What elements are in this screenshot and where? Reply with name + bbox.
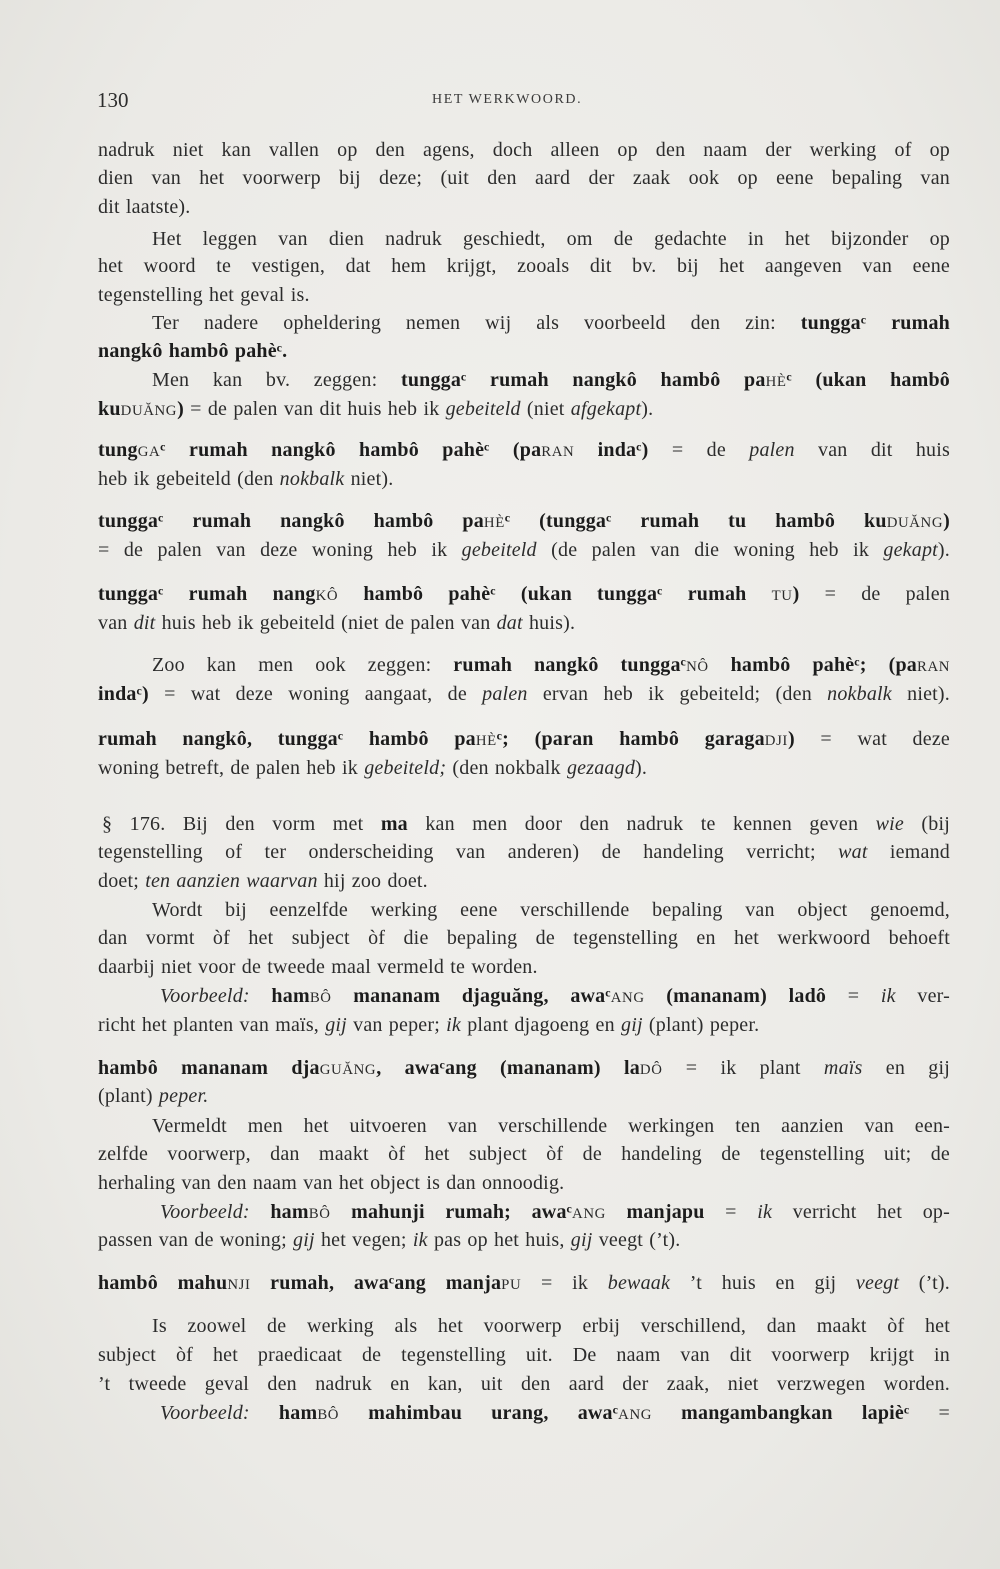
body-line (98, 680, 950, 708)
text-run: het vegen; (314, 1229, 413, 1251)
italic-emphasis: gekapt (883, 539, 938, 561)
italic-emphasis: gij (570, 1229, 593, 1251)
body-line: daarbij niet voor de tweede maal vermeld te worden. (98, 956, 538, 978)
body-line (98, 651, 950, 681)
dayak-term: ) (787, 728, 795, 750)
body-line (98, 507, 950, 537)
dayak-term: ᶜ rumah nangkô hambô pahèᶜ (pa (160, 439, 542, 461)
text-run: ’t huis en gij (670, 1272, 856, 1294)
body-line (98, 536, 950, 564)
text-run: ervan heb ik gebeiteld; (den (527, 683, 828, 705)
body-line (98, 1082, 950, 1110)
italic-emphasis: ten aanzien waarvan (145, 870, 318, 892)
dayak-term: nangkô hambô pahèᶜ. (98, 340, 288, 362)
dayak-term: ᶜ (ukan hambô (786, 369, 950, 391)
small-caps-syllable: BÔ (317, 1407, 340, 1423)
text-run: = (704, 1201, 758, 1223)
small-caps-syllable: DUĂNG (886, 515, 944, 531)
text-run: (niet (520, 398, 571, 420)
italic-emphasis: palen (482, 683, 528, 705)
body-line (98, 436, 950, 466)
italic-emphasis: ik (757, 1201, 773, 1223)
italic-emphasis: ik (446, 1014, 462, 1036)
italic-emphasis: ik (412, 1229, 428, 1251)
text-run: heb ik gebeiteld (den (98, 468, 280, 490)
text-run: ver- (895, 985, 950, 1007)
text-run: kan men door den nadruk te kennen geven (407, 813, 876, 835)
text-run: huis heb ik gebeiteld (niet de palen van (155, 612, 497, 634)
small-caps-syllable: ANG (572, 1206, 606, 1222)
text-run: (den nokbalk (446, 757, 567, 779)
italic-emphasis: gij (293, 1229, 315, 1251)
dayak-term: ma (380, 813, 408, 835)
small-caps-syllable: HÈ (765, 374, 787, 390)
dayak-term: indaᶜ) (98, 683, 149, 705)
dayak-term: tung (98, 439, 138, 461)
small-caps-syllable: GUĂNG (319, 1062, 377, 1078)
small-caps-syllable: ANG (610, 990, 645, 1006)
italic-emphasis: gij (325, 1014, 347, 1036)
italic-emphasis: dat (496, 612, 523, 634)
body-line (98, 725, 950, 755)
text-run: verricht het op- (772, 1201, 950, 1223)
italic-emphasis: afgekapt (570, 398, 642, 420)
text-run: iemand (867, 841, 950, 863)
body-line (98, 1054, 950, 1084)
text-run: § 176. Bij den vorm met (102, 813, 381, 835)
small-caps-syllable: HÈ (475, 733, 497, 749)
dayak-term: ᶜ; (paran hambô garaga (496, 728, 765, 750)
dayak-term: ) (792, 583, 800, 605)
body-line: subject òf het praedicaat de tegenstelling uit. De naam van dit voorwerp krijgt in (98, 1344, 950, 1366)
text-run: woning betreft, de palen heb ik (98, 757, 365, 779)
text-run: = de palen van deze woning heb ik (98, 539, 462, 561)
body-line (98, 754, 950, 782)
text-run: = de (648, 439, 750, 461)
text-run: plant djagoeng en (461, 1014, 621, 1036)
text-run: van (98, 612, 134, 634)
italic-emphasis: gebeiteld (461, 539, 537, 561)
dayak-term: hambô mahu (98, 1272, 228, 1294)
dayak-term: rumah, awaᶜang manja (250, 1272, 502, 1294)
body-line: Vermeldt men het uitvoeren van verschillende werkingen ten aanzien van een- (152, 1115, 950, 1137)
text-run: = ik (521, 1272, 608, 1294)
dayak-term: (mananam) ladô (644, 985, 827, 1007)
small-caps-syllable: TU (771, 588, 793, 604)
body-line: zelfde voorwerp, dan maakt òf het subject òf de handeling de tegenstelling uit; de (98, 1143, 950, 1165)
text-run: veegt (’t). (592, 1229, 681, 1251)
running-title: HET WERKWOORD. (432, 92, 583, 107)
dayak-term: rumah nangkô, tunggaᶜ hambô pa (98, 728, 476, 750)
text-run: Men kan bv. zeggen: (152, 369, 401, 391)
page-number: 130 (97, 88, 129, 112)
italic-emphasis: Voorbeeld: (160, 985, 250, 1007)
text-run: (de palen van die woning heb ik (536, 539, 884, 561)
text-run: = de palen (799, 583, 950, 605)
body-line (98, 1226, 950, 1254)
dayak-term: tunggaᶜ rumah nangkô hambô pa (400, 369, 766, 391)
text-run: richt het planten van maïs, (98, 1014, 326, 1036)
body-line (98, 465, 950, 493)
small-caps-syllable: BÔ (308, 1206, 331, 1222)
italic-emphasis: bewaak (607, 1272, 671, 1294)
text-run: niet). (344, 468, 394, 490)
text-run: = (826, 985, 881, 1007)
dayak-term: ham (249, 1201, 309, 1223)
text-run: (bij (903, 813, 951, 835)
example-line (98, 982, 950, 1012)
small-caps-syllable: PU (501, 1277, 522, 1293)
body-line (98, 580, 950, 610)
text-run: ). (937, 539, 950, 561)
text-run: = ik plant (662, 1057, 824, 1079)
text-run: niet). (891, 683, 950, 705)
italic-emphasis: ik (880, 985, 896, 1007)
dayak-term: ) (943, 510, 950, 532)
text-run: doet; (98, 870, 146, 892)
dayak-term: mangambangkan lapièᶜ (652, 1402, 910, 1424)
text-run: ). (635, 757, 648, 779)
dayak-term: mananam djaguăng, awaᶜ (331, 985, 611, 1007)
italic-emphasis: gij (621, 1014, 643, 1036)
body-line: het woord te vestigen, dat hem krijgt, zooals dit bv. bij het aangeven van eene (98, 255, 950, 277)
italic-emphasis: Voorbeeld: (160, 1201, 250, 1223)
example-line (98, 1198, 950, 1228)
small-caps-syllable: KÔ (315, 588, 339, 604)
dayak-term: tunggaᶜ rumah (800, 312, 950, 334)
italic-emphasis: dit (133, 612, 156, 634)
text-run: tegenstelling of ter onderscheiding van anderen) de handeling verricht; (98, 841, 839, 863)
dayak-term: ku (98, 398, 121, 420)
body-line (98, 366, 950, 396)
text-run: = wat deze (794, 728, 950, 750)
body-line: Het leggen van dien nadruk geschiedt, om de gedachte in het bijzonder op (152, 228, 950, 250)
small-caps-syllable: DUĂNG (120, 403, 178, 419)
dayak-term: ) (177, 398, 184, 420)
body-line (98, 309, 950, 337)
body-line: herhaling van den naam van het object is dan onnoodig. (98, 1172, 565, 1194)
dayak-term: manjapu (605, 1201, 705, 1223)
small-caps-syllable: NJI (227, 1277, 251, 1293)
text-run: passen van de woning; (98, 1229, 294, 1251)
body-line: ’t tweede geval den nadruk en kan, uit den aard der zaak, niet verzwegen worden. (98, 1373, 950, 1395)
dayak-term: hambô pahèᶜ (ukan tunggaᶜ rumah (338, 583, 772, 605)
body-line (98, 609, 950, 637)
small-caps-syllable: NÔ (686, 659, 709, 675)
body-line: dien van het voorwerp bij deze; (uit den aard der zaak ook op eene bepaling van (98, 167, 950, 189)
text-run: Ter nadere opheldering nemen wij als voorbeeld den zin: (152, 312, 801, 334)
text-run: (plant) peper. (642, 1014, 760, 1036)
small-caps-syllable: DÔ (639, 1062, 663, 1078)
italic-emphasis: veegt (855, 1272, 900, 1294)
small-caps-syllable: BÔ (309, 990, 332, 1006)
small-caps-syllable: RAN (916, 659, 951, 675)
text-run: van dit huis (794, 439, 950, 461)
text-run: ). (641, 398, 654, 420)
small-caps-syllable: GA (137, 444, 161, 460)
text-run: van peper; (346, 1014, 447, 1036)
text-run: (plant) (98, 1085, 159, 1107)
italic-emphasis: gezaagd (566, 757, 636, 779)
small-caps-syllable: HÈ (483, 515, 505, 531)
italic-emphasis: wat (838, 841, 868, 863)
body-line (98, 337, 950, 365)
body-line: nadruk niet kan vallen op den agens, doch alleen op den naam der werking of op (98, 139, 950, 161)
italic-emphasis: gebeiteld (445, 398, 521, 420)
dayak-term: rumah nangkô tunggaᶜ (453, 654, 687, 676)
small-caps-syllable: DJI (764, 733, 788, 749)
text-run: pas op het huis, (427, 1229, 571, 1251)
italic-emphasis: gebeiteld; (364, 757, 447, 779)
body-line (98, 1269, 950, 1299)
italic-emphasis: peper. (158, 1085, 209, 1107)
text-run: en gij (862, 1057, 950, 1079)
text-run: = de palen van dit huis heb ik (183, 398, 446, 420)
dayak-term: indaᶜ) (574, 439, 649, 461)
section-line (98, 810, 950, 838)
body-line: Wordt bij eenzelfde werking eene verschillende bepaling van object genoemd, (152, 899, 950, 921)
small-caps-syllable: RAN (541, 444, 575, 460)
example-line (98, 1399, 950, 1429)
text-run: = wat deze woning aangaat, de (148, 683, 483, 705)
dayak-term: ham (249, 985, 310, 1007)
body-line: dan vormt òf het subject òf die bepaling de tegenstelling en het werkwoord behoeft (98, 927, 950, 949)
italic-emphasis: maïs (823, 1057, 863, 1079)
text-run: Zoo kan men ook zeggen: (152, 654, 454, 676)
body-line (98, 395, 950, 425)
body-line: tegenstelling het geval is. (98, 284, 310, 306)
italic-emphasis: nokbalk (827, 683, 892, 705)
text-run: = (909, 1402, 951, 1424)
italic-emphasis: Voorbeeld: (160, 1402, 250, 1424)
body-line (98, 867, 950, 895)
dayak-term: mahimbau urang, awaᶜ (339, 1402, 619, 1424)
body-line (98, 838, 950, 866)
text-run: (’t). (899, 1272, 950, 1294)
body-line: dit laatste). (98, 196, 191, 218)
italic-emphasis: palen (749, 439, 795, 461)
dayak-term: tunggaᶜ rumah nangkô hambô pa (98, 510, 484, 532)
small-caps-syllable: ANG (618, 1407, 653, 1423)
dayak-term: mahunji rumah; awaᶜ (330, 1201, 573, 1223)
italic-emphasis: wie (875, 813, 904, 835)
dayak-term: ham (249, 1402, 318, 1424)
dayak-term: ᶜ (tunggaᶜ rumah tu hambô ku (504, 510, 887, 532)
body-line: Is zoowel de werking als het voorwerp erbij verschillend, dan maakt òf het (152, 1315, 950, 1337)
italic-emphasis: nokbalk (279, 468, 345, 490)
dayak-term: hambô pahèᶜ; (pa (708, 654, 917, 676)
text-run: huis). (522, 612, 576, 634)
dayak-term: hambô mananam dja (98, 1057, 320, 1079)
dayak-term: tunggaᶜ rumah nang (98, 583, 316, 605)
dayak-term: , awaᶜang (mananam) la (376, 1057, 640, 1079)
text-run: hij zoo doet. (317, 870, 428, 892)
body-line (98, 1011, 950, 1039)
